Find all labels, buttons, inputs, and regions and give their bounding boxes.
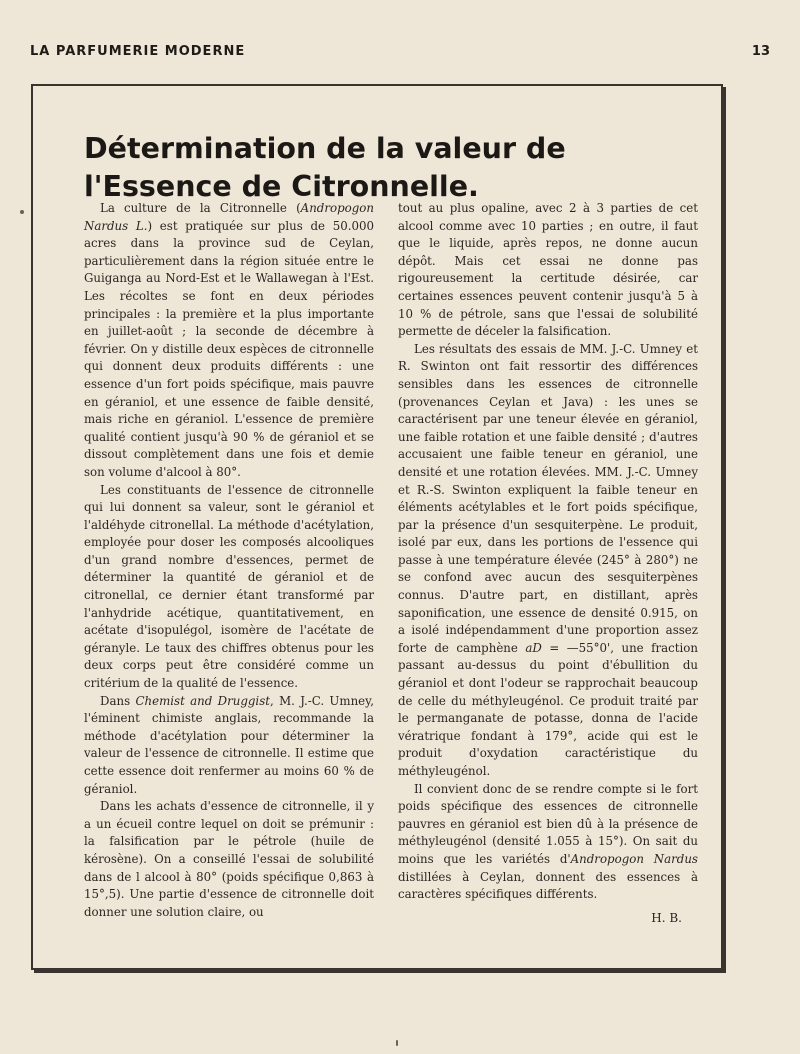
right-column bbox=[398, 200, 698, 927]
rotation-formula: aD bbox=[525, 640, 542, 655]
paragraph: Dans Chemist and Druggist, M. J.-C. Umney, l'éminent chimiste anglais, recommande la méthode d'acétylation pour déterminer la valeur de l'essence de citronnelle. Il estime que cette essence doit renfermer au moins 60 % de géraniol. bbox=[84, 693, 374, 796]
print-speck bbox=[20, 210, 24, 214]
paragraph: Il convient donc de se rendre compte si le fort poids spécifique des essences de citronnelle pauvres en géraniol est bien dû à la présence de méthyleugénol (densité 1.055 à 15°). On sait du moins que les variétés d'Andropogon Nardus distillées à Ceylan, donnent des essences à caractères spécifiques différents. bbox=[398, 781, 698, 902]
print-speck bbox=[396, 1040, 398, 1046]
magazine-name: LA PARFUMERIE MODERNE bbox=[30, 44, 246, 59]
species-name: Andropogon Nardus bbox=[570, 851, 698, 866]
paragraph: Dans les achats d'essence de citronnelle, il y a un écueil contre lequel on doit se prémunir : la falsification par le pétrole (huile de kérosène). On a conseillé l'essai de solubilité dans de l alcool à 80° (poids spécifique 0,863 à 15°,5). Une partie d'essence de citronnelle doit donner une solution claire, ou bbox=[84, 799, 374, 919]
author-signature: H. B. bbox=[651, 910, 682, 925]
paragraph: tout au plus opaline, avec 2 à 3 parties de cet alcool comme avec 10 parties ; en outre, il faut que le liquide, après repos, ne donne aucun dépôt. Mais cet essai ne donne pas rigoureusement la certitude désirée, car certaines essences peuvent contenir jusqu'à 5 à 10 % de pétrole, sans que l'essai de solubilité permette de déceler la falsification. bbox=[398, 201, 698, 339]
paragraph: La culture de la Citronnelle (Andropogon Nardus L.) est pratiquée sur plus de 50.000 acres dans la province sud de Ceylan, particulièrement dans la région située entre le Guiganga au Nord-Est et le Wallawegan à l'Est. Les récoltes se font en deux périodes principales : la première et la plus importante en juillet-août ; la seconde de décembre à février. On y distille deux espèces de citronnelle qui donnent deux produits différents : une essence d'un fort poids spécifique, mais pauvre en géraniol, et une essence de faible densité, mais riche en géraniol. L'essence de première qualité contient jusqu'à 90 % de géraniol et se dissout complètement dans une fois et demie son volume d'alcool à 80°. bbox=[84, 201, 374, 479]
title-line-1: Détermination de la valeur de bbox=[84, 132, 566, 165]
left-column bbox=[84, 200, 374, 921]
title-line-2: l'Essence de Citronnelle. bbox=[84, 170, 479, 203]
article-title bbox=[84, 130, 704, 206]
page-number: 13 bbox=[751, 44, 770, 59]
species-name: Andropogon Nardus L. bbox=[84, 201, 374, 233]
running-head bbox=[30, 44, 770, 64]
paragraph: Les constituants de l'essence de citronnelle qui lui donnent sa valeur, sont le géraniol et l'aldéhyde citronellal. La méthode d'acétylation, employée pour doser les composés alcooliques d'un grand nombre d'essences, permet de déterminer la quantité de géraniol et de citronellal, ce dernier étant transformé par l'anhydride acétique, quantitativement, en acétate d'isopulégol, isomère de l'acétate de géranyle. Le taux des chiffres obtenus pour les deux corps peut être considéré comme un critérium de la qualité de l'essence. bbox=[84, 482, 374, 691]
journal-name: Chemist and Druggist bbox=[135, 693, 271, 708]
paragraph: Les résultats des essais de MM. J.-C. Umney et R. Swinton ont fait ressortir des différences sensibles dans les essences de citronnelle (provenances Ceylan et Java) : les unes se caractérisent par une teneur élevée en géraniol, une faible rotation et une faible densité ; d'autres accusaient une faible teneur en géraniol, une densité et une rotation élevées. MM. J.-C. Umney et R.-S. Swinton expliquent la faible teneur en éléments acétylables et le fort poids spécifique, par la présence d'un sesquiterpène. Le produit, isolé par eux, dans les portions de l'essence qui passe à une température élevée (245° à 280°) ne se confond avec aucun des sesquiterpènes connus. D'autre part, en distillant, après saponification, une essence de densité 0.915, on a isolé indépendamment d'une proportion assez forte de camphène aD = —55°0', une fraction passant au-dessus du point d'ébullition du géraniol et dont l'odeur se rapprochait beaucoup de celle du méthyleugénol. Ce produit traité par le permanganate de potasse, donna de l'acide vératrique fondant à 179°, acide qui est le produit d'oxydation caractéristique du méthyleugénol. bbox=[398, 341, 698, 778]
